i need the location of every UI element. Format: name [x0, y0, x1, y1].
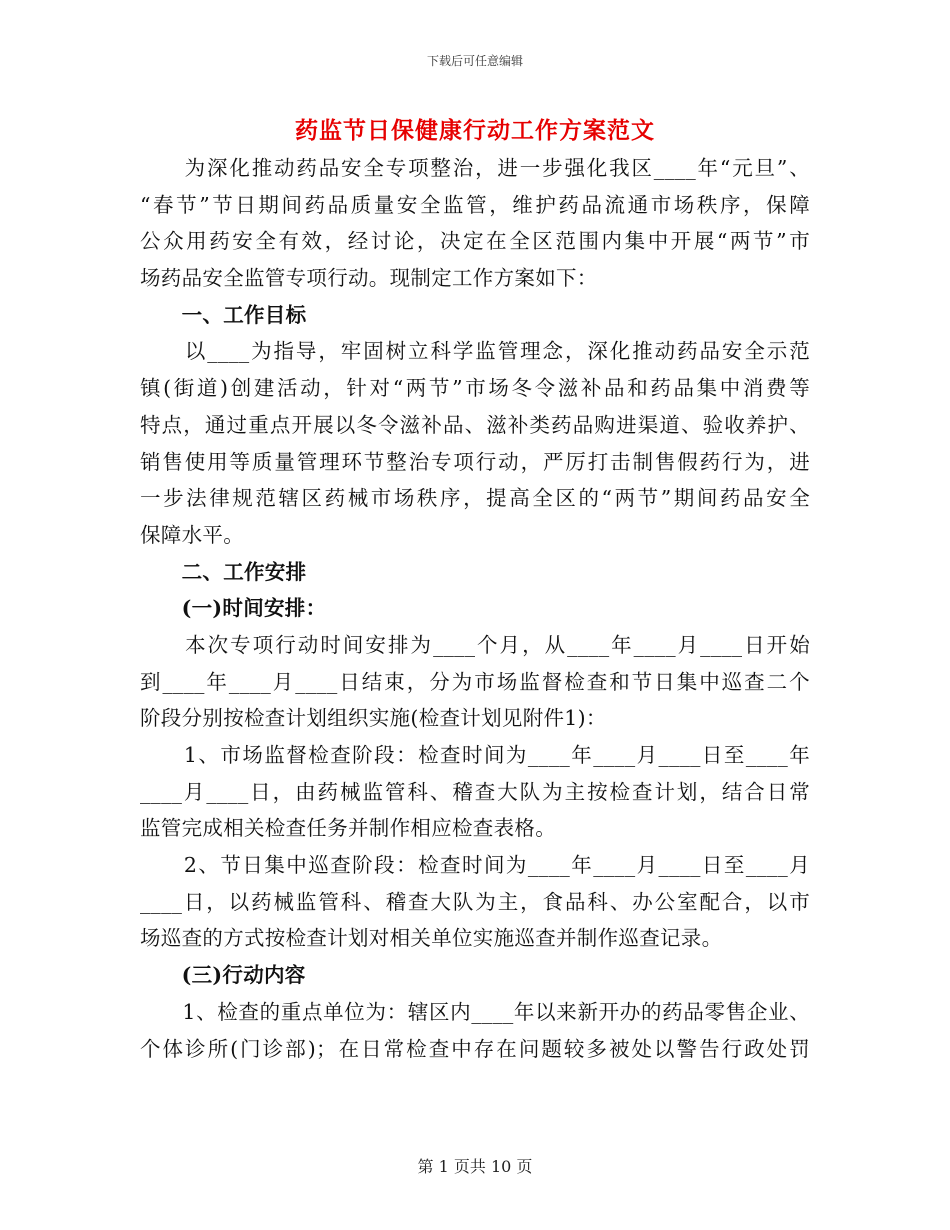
paragraph-line: 本次专项行动时间安排为____个月，从____年____月____日开始: [140, 632, 810, 657]
paragraph-line: 销售使用等质量管理环节整治专项行动，严厉打击制售假药行为，进: [140, 449, 810, 474]
paragraph-line: 1、市场监督检查阶段：检查时间为____年____月____日至____年: [140, 743, 810, 767]
paragraph-line: 到____年____月____日结束，分为市场监督检查和节日集中巡查二个: [140, 669, 810, 694]
paragraph-line: 保障水平。: [140, 522, 244, 547]
section-heading: (一)时间安排：: [140, 596, 327, 621]
paragraph-line: 阶段分别按检查计划组织实施(检查计划见附件1)：: [140, 706, 607, 731]
paragraph-line: 监管完成相关检查任务并制作相应检查表格。: [140, 816, 556, 841]
paragraph-line: 一步法律规范辖区药械市场秩序，提高全区的“两节”期间药品安全: [140, 486, 810, 511]
section-heading: (三)行动内容: [140, 963, 306, 988]
section-heading: 二、工作安排: [140, 559, 307, 584]
paragraph-line: 2、节日集中巡查阶段：检查时间为____年____月____日至____月: [140, 853, 810, 878]
page-header-note: 下载后可任意编辑: [426, 54, 523, 68]
paragraph-line: 场巡查的方式按检查计划对相关单位实施巡查并制作巡查记录。: [140, 926, 723, 951]
page-footer: 第 1 页共 10 页: [417, 1157, 533, 1176]
document-title: 药监节日保健康行动工作方案范文: [295, 117, 655, 144]
section-heading: 一、工作目标: [140, 302, 307, 327]
paragraph-line: 为深化推动药品安全专项整治，进一步强化我区____年“元旦”、: [140, 156, 810, 180]
paragraph-line: ____日，以药械监管科、稽查大队为主，食品科、办公室配合，以市: [140, 889, 810, 914]
paragraph-line: 以____为指导，牢固树立科学监管理念，深化推动药品安全示范: [140, 339, 810, 364]
paragraph-line: 1、检查的重点单位为：辖区内____年以来新开办的药品零售企业、: [140, 999, 810, 1024]
paragraph-line: ____月____日，由药械监管科、稽查大队为主按检查计划，结合日常: [140, 779, 810, 804]
document-body: [140, 150, 810, 1067]
paragraph-line: 公众用药安全有效，经讨论，决定在全区范围内集中开展“两节”市: [140, 229, 810, 254]
paragraph-line: 场药品安全监管专项行动。现制定工作方案如下：: [140, 266, 598, 291]
paragraph-line: 个体诊所(门诊部)；在日常检查中存在问题较多被处以警告行政处罚: [140, 1036, 810, 1061]
paragraph-line: 特点，通过重点开展以冬令滋补品、滋补类药品购进渠道、验收养护、: [140, 412, 810, 437]
paragraph-line: “春节”节日期间药品质量安全监管，维护药品流通市场秩序，保障: [140, 192, 810, 217]
paragraph-line: 镇(街道)创建活动，针对“两节”市场冬令滋补品和药品集中消费等: [140, 376, 810, 401]
